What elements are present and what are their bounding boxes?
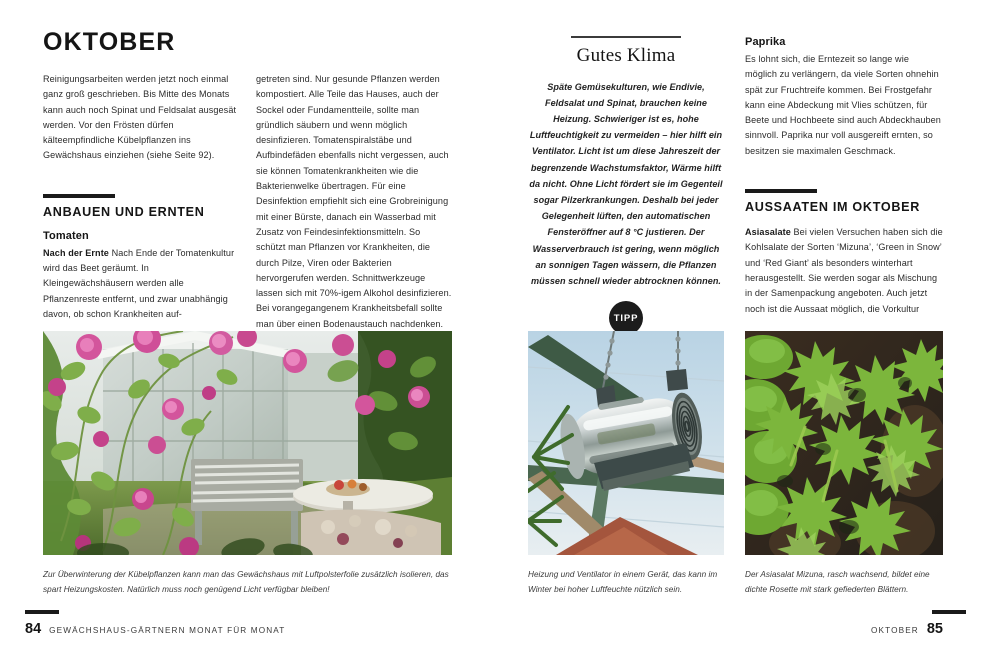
footer-rule-left	[25, 610, 59, 614]
run-in-asiasalate: Asiasalate	[745, 227, 791, 238]
sub-heading-tomaten: Tomaten	[43, 229, 89, 242]
klima-rule	[571, 36, 681, 38]
caption-heater: Heizung und Ventilator in einem Gerät, das kann im Winter bei hoher Luftfeuchte nützlich sein.	[528, 570, 718, 594]
section-heading-aussaaten: AUSSAATEN IM OKTOBER	[745, 200, 921, 215]
photo-greenhouse-heater	[528, 331, 724, 555]
photo-asian-salad-leaves	[745, 331, 943, 555]
folio-text-right: OKTOBER	[870, 626, 919, 635]
folio-right	[871, 621, 943, 637]
tomaten-paragraph-text: Nach Ende der Tomatenkultur wird das Beet geräumt. In Kleingewächshäusern werden alle Pflanzenreste entfernt, und zwar unabhängig davon, ob schon Krankheiten auf-	[43, 247, 235, 319]
klima-title: Gutes Klima	[576, 44, 676, 66]
spacer	[43, 164, 239, 194]
column-two	[256, 72, 452, 332]
column-one	[43, 72, 239, 322]
column-four	[745, 36, 943, 317]
folio-number-left: 84	[25, 621, 42, 637]
photo-greenhouse-garden	[43, 331, 452, 555]
intro-paragraph: Reinigungsarbeiten werden jetzt noch einmal ganz groß geschrieben. Bis Mitte des Monats kann auch noch Spinat und Feldsalat ausgesät werden. Vor den Frösten dürfen kälteempfindliche Kübelpflanzen ins Gewächshaus einziehen (siehe Seite 92).	[43, 74, 237, 161]
column-three-klima	[528, 36, 724, 335]
folio-left	[25, 621, 285, 637]
folio-number-right: 85	[926, 621, 943, 637]
aussaaten-paragraph-text: Bei vielen Versuchen haben sich die Kohlsalate der Sorten ‘Mizuna’, ‘Green in Snow’ und ‘Red Giant’ als besonders winterhart herausgestellt. Sie werden sogar als Mischung in der Samenpackung angeboten. Auch jetzt noch ist die Aussaat möglich, die Vorkultur	[745, 227, 943, 314]
column-two-paragraph: getreten sind. Nur gesunde Pflanzen werden kompostiert. Alle Teile das Hauses, auch der Sockel oder Fundamentteile, sollte man gründlich säubern und wenn möglich desinfizieren. Tomatenspiralstäbe und Aufbindefäden ebenfalls nicht vergessen, auch sie können Tomatenkrankheiten wie die Bakterienwelke übertragen. Für eine Desinfektion empfiehlt sich eine Grobreinigung mit einer Bürste, danach ein Wasserbad mit Zusatz von Feindesinfektionsmitteln. So schützt man Pflanzen vor Krankheiten, die durch Pilze, Viren oder Bakterien hervorgerufen werden. Schnittwerkzeuge lassen sich mit 70%-igem Alkohol desinfizieren. Bei vorangegangenem Krankheitsbefall sollte man über einen Bodenaustauch nachdenken.	[256, 74, 452, 329]
section-rule-anbauen	[43, 194, 115, 198]
tomaten-paragraph	[43, 246, 239, 322]
sub-heading-paprika: Paprika	[745, 36, 786, 48]
caption-salad: Der Asiasalat Mizuna, rasch wachsend, bildet eine dichte Rosette mit stark gefiederten Blättern.	[745, 570, 930, 594]
klima-body: Späte Gemüsekulturen, wie Endivie, Feldsalat und Spinat, brauchen keine Heizung. Schwieriger ist es, hohe Luftfeuchtigkeit zu vermeiden – hier hilft ein Ventilator. Licht ist um diese Jahreszeit der begrenzende Wachstumsfaktor, Wärme hilft da nicht. Ohne Licht fördert sie im Gegenteil sogar Pilzerkrankungen. Deshalb bei jeder Gelegenheit lüften, den automatischen Fensteröffner auf 8 °C justieren. Der Wasserverbrauch ist gering, wenn möglich an sonnigen Tagen wässern, die Pflanzen müssen schnell wieder abtrocknen können.	[529, 81, 723, 286]
caption-garden: Zur Überwinterung der Kübelpflanzen kann man das Gewächshaus mit Luftpolsterfolie zusätzlich isolieren, das spart Heizungskosten. Natürlich muss noch genügend Licht verfügbar bleiben!	[43, 570, 449, 594]
spacer	[745, 159, 943, 189]
footer-rule-right	[932, 610, 966, 614]
folio-text-left: GEWÄCHSHAUS-GÄRTNERN MONAT FÜR MONAT	[49, 626, 286, 635]
aussaaten-paragraph	[745, 225, 943, 317]
page-title: OKTOBER	[43, 28, 176, 56]
paprika-paragraph: Es lohnt sich, die Erntezeit so lange wie möglich zu verlängern, da viele Sorten ohnehin spät zur Fruchtreife kommen. Bei Frostgefahr kann eine Abdeckung mit Vlies schützen, für Beete und Hochbeete sind auch Abdeckhauben sinnvoll. Paprika nur voll ausgereift ernten, so besitzen sie maximalen Geschmack.	[745, 54, 941, 156]
section-heading-anbauen: ANBAUEN UND ERNTEN	[43, 204, 205, 219]
tipp-badge: TIPP	[609, 301, 643, 335]
section-rule-aussaaten	[745, 189, 817, 193]
run-in-nach-der-ernte: Nach der Ernte	[43, 247, 109, 258]
